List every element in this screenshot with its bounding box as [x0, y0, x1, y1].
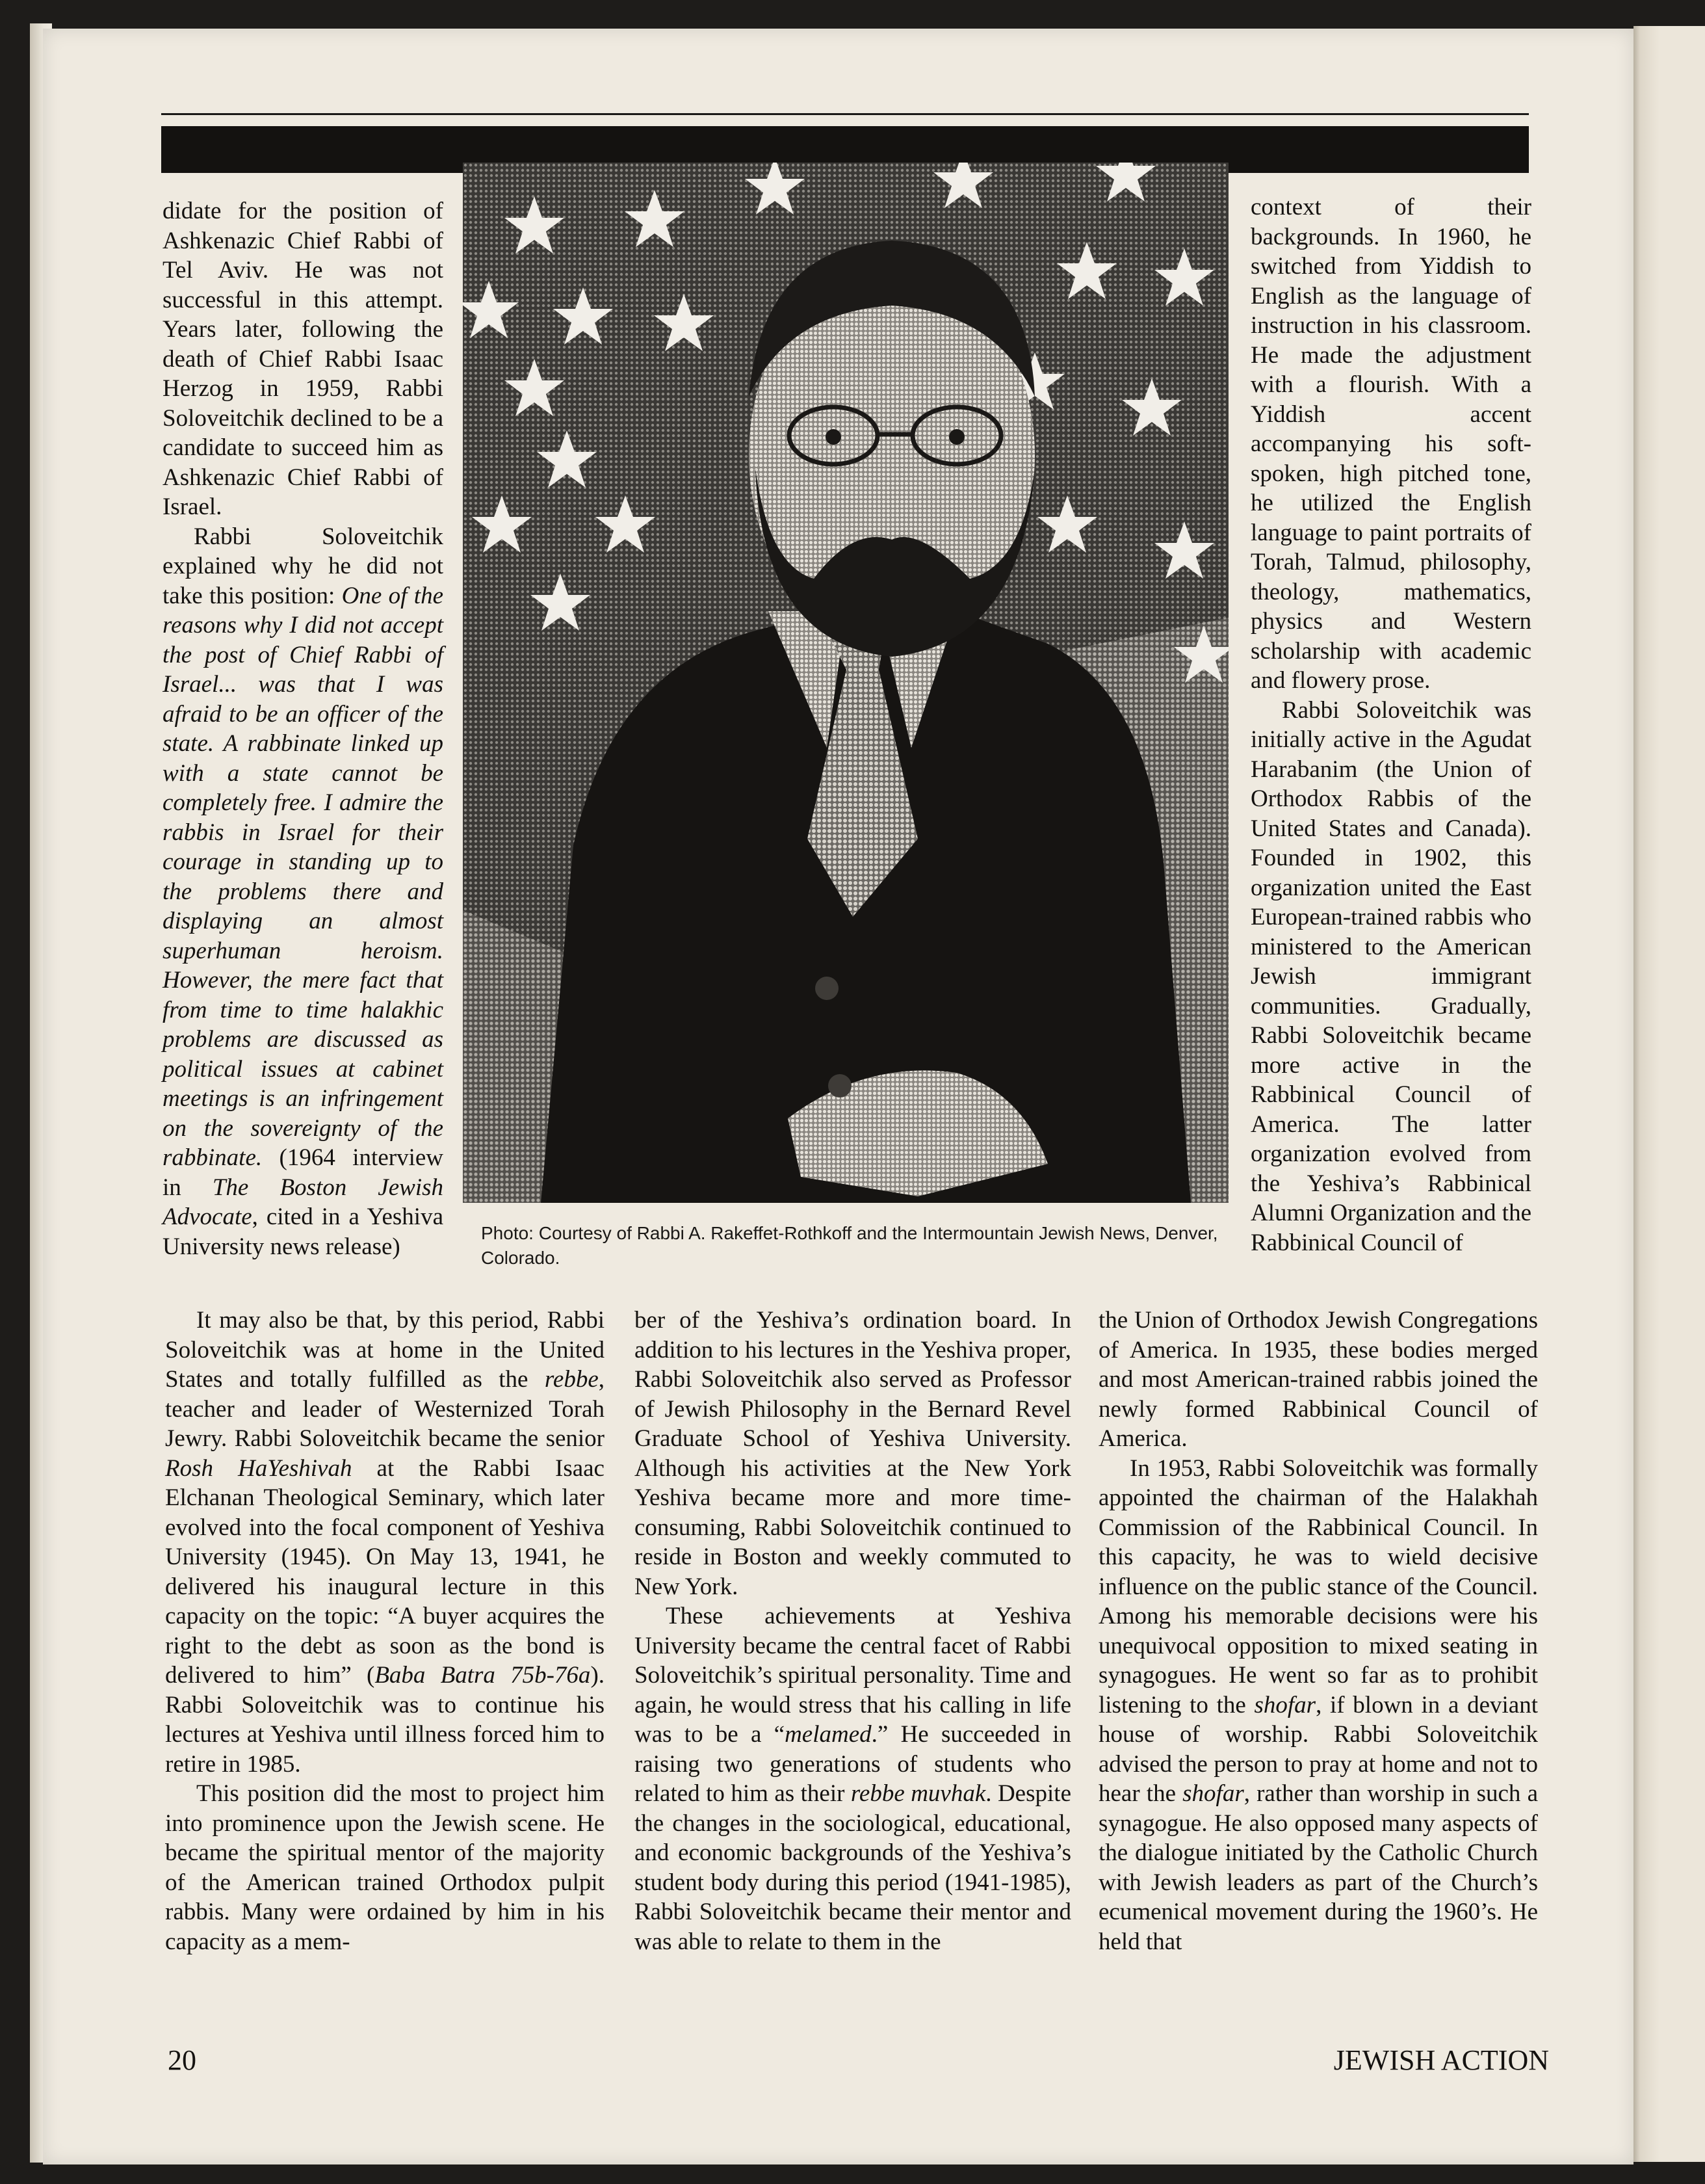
emphasis: Baba Batra 75b-76a	[374, 1662, 591, 1689]
paragraph-text: .” He succeeded in raising two generations of students who related to him as their	[634, 1721, 1071, 1807]
paragraph-text: In 1953, Rabbi Soloveitchik was formally appointed the chairman of the Halakhah Commission of the Rabbinical Council. In this capacity, he was to wield decisive influence on the public stance of the Council. Among his memorable decisions were his unequivocal opposition to mixed seating in synagogues. He went so far as to prohibit listening to the	[1099, 1454, 1538, 1718]
adjacent-page-edge	[1633, 26, 1705, 2162]
paragraph-text: , rather than worship in such a synagogue. He also opposed many aspects of the dialogue initiated by the Catholic Church with Jewish leaders as part of the Church’s ecumenical movement during the 1960’s. He held that	[1099, 1780, 1538, 1955]
column-right-lower	[1099, 1306, 1538, 1956]
header-rule-thin	[161, 113, 1529, 115]
paragraph: ber of the Yeshiva’s ordination board. In addition to his lectures in the Yeshiva proper, Rabbi Soloveitchik also served as Professor of Jewish Philosophy in the Bernard Revel Graduate School of Yeshiva University. Although his activities at the New York Yeshiva became more and more time-consuming, Rabbi Soloveitchik continued to reside in Boston and weekly commuted to New York.	[634, 1307, 1071, 1600]
paragraph-text: , teacher and leader of Westernized Torah Jewry. Rabbi Soloveitchik became the senior	[165, 1366, 605, 1452]
emphasis: rebbe muvhak	[850, 1780, 986, 1807]
emphasis: Rosh HaYeshivah	[165, 1454, 352, 1482]
citation-text: , cited in a Yeshiva University news release)	[163, 1204, 443, 1260]
paragraph-text: These achievements at Yeshiva University became the central facet of Rabbi Soloveitchik’s spiritual personality. Time and again, he would stress that his calling in life was to be a “	[634, 1603, 1071, 1748]
paragraph-text: Rabbi Soloveitchik explained why he did not take this position:	[163, 523, 443, 609]
paragraph: didate for the position of Ashkenazic Chief Rabbi of Tel Aviv. He was not successful in this attempt. Years later, following the death of Chief Rabbi Isaac Herzog in 1959, Rabbi Soloveitchik declined to be a candidate to succeed him as Ashkenazic Chief Rabbi of Israel.	[163, 198, 443, 520]
paragraph: the Union of Orthodox Jewish Congregations of America. In 1935, these bodies merged and most American-trained rabbis joined the newly formed Rabbinical Council of America.	[1099, 1307, 1538, 1452]
paragraph-text: ). Rabbi Soloveitchik was to continue his lectures at Yeshiva until illness forced him to retire in 1985.	[165, 1662, 605, 1778]
emphasis: shofar	[1254, 1691, 1316, 1718]
emphasis: rebbe	[544, 1366, 599, 1393]
citation-text: (1964 interview in	[163, 1144, 443, 1201]
publication-name: JEWISH ACTION	[1333, 2044, 1549, 2076]
emphasis: melamed	[785, 1721, 872, 1748]
paragraph	[634, 1601, 1071, 1956]
paragraph	[165, 1306, 605, 1779]
paragraph: Rabbi Soloveitchik was initially active in the Agudat Harabanim (the Union of Orthodox Rabbis of the United States and Canada). Founded in 1902, this organization united the East European-trained rabbis who ministered to the American Jewish immigrant communities. Gradually, Rabbi Soloveitchik became more active in the Rabbinical Council of America. The latter organization evolved from the Yeshiva’s Rabbinical Alumni Organization and the Rabbinical Council of	[1251, 696, 1531, 1256]
paragraph	[163, 522, 443, 1262]
emphasis: shofar	[1182, 1780, 1244, 1807]
paragraph-text: at the Rabbi Isaac Elchanan Theological Seminary, which later evolved into the focal component of Yeshiva University (1945). On May 13, 1941, he delivered his inaugural lecture in this capacity on the topic: “A buyer acquires the right to the debt as soon as the bond is delivered to him” (	[165, 1454, 605, 1689]
column-left-upper	[163, 196, 443, 1261]
portrait-photo	[463, 163, 1229, 1203]
paragraph-text: . Despite the changes in the sociological, educational, and economic backgrounds of the Yeshiva’s student body during this period (1941-1985), Rabbi Soloveitchik became their mentor and was able to relate to them in the	[634, 1780, 1071, 1955]
paragraph-text: It may also be that, by this period, Rabbi Soloveitchik was at home in the United States and totally fulfilled as the	[165, 1307, 605, 1393]
photo-caption: Photo: Courtesy of Rabbi A. Rakeffet-Rothkoff and the Intermountain Jewish News, Denver, Colorado.	[481, 1223, 1218, 1268]
paragraph-text: , if blown in a deviant house of worship. Rabbi Soloveitchik advised the person to pray at home and not to hear the	[1099, 1691, 1538, 1807]
column-right-upper	[1251, 192, 1531, 1257]
paragraph: This position did the most to project him into prominence upon the Jewish scene. He became the spiritual mentor of the majority of the American trained Orthodox pulpit rabbis. Many were ordained by him in his capacity as a mem-	[165, 1780, 605, 1955]
citation-source: The Boston Jewish Advocate	[163, 1174, 443, 1230]
paragraph: context of their backgrounds. In 1960, he switched from Yiddish to English as the language of instruction in his classroom. He made the adjustment with a flourish. With a Yiddish accent accompanying his soft-spoken, high pitched tone, he utilized the English language to paint portraits of Torah, Talmud, philosophy, theology, mathematics, physics and Western scholarship with academic and flowery prose.	[1251, 194, 1531, 694]
column-left-lower	[165, 1306, 605, 1956]
portrait-image	[463, 163, 1229, 1203]
page-number: 20	[168, 2044, 196, 2076]
paragraph	[1099, 1454, 1538, 1957]
quotation: One of the reasons why I did not accept the post of Chief Rabbi of Israel... was that I was afraid to be an officer of the state. A rabbinate linked up with a state cannot be completely free. I admire the rabbis in Israel for their courage in standing up to the problems there and displaying an almost superhuman heroism. However, the mere fact that from time to time halakhic problems are discussed as political issues at cabinet meetings is an infringement on the sovereignty of the rabbinate.	[163, 582, 444, 1171]
column-middle	[634, 1306, 1071, 1956]
